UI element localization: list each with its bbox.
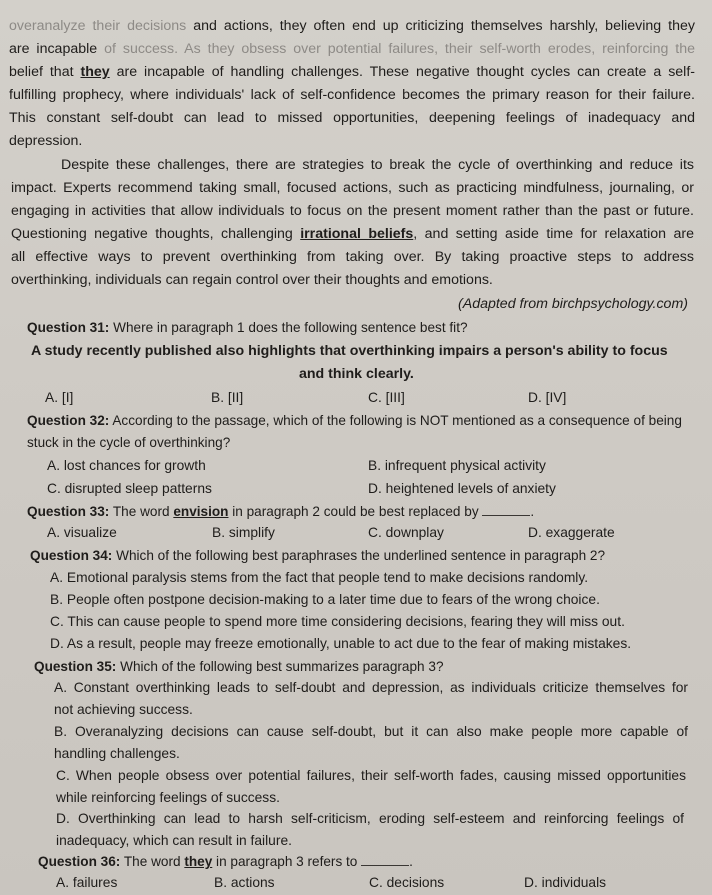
q31-option-a[interactable]: A. [I] xyxy=(45,390,74,405)
answer-blank[interactable] xyxy=(482,503,530,516)
source-citation: (Adapted from birchpsychology.com) xyxy=(458,296,688,312)
q33-option-d[interactable]: D. exaggerate xyxy=(528,525,615,540)
question-32: Question 32: According to the passage, which of the following is NOT mentioned as a consequence of being xyxy=(27,413,682,428)
passage-line: Questioning negative thoughts, challenging irrational beliefs, and setting aside time for relaxation are xyxy=(11,226,694,242)
passage-line: impact. Experts recommend taking small, focused actions, such as practicing mindfulness, journaling, or xyxy=(11,180,694,196)
q34-option-a[interactable]: A. Emotional paralysis stems from the fact that people tend to make decisions randomly. xyxy=(50,570,589,585)
question-33: Question 33: The word envision in paragraph 2 could be best replaced by . xyxy=(27,504,535,519)
q35-option-a-cont[interactable]: not achieving success. xyxy=(54,702,193,717)
q35-option-b-cont[interactable]: handling challenges. xyxy=(54,746,180,761)
q35-option-a[interactable]: A. Constant overthinking leads to self-doubt and depression, as individuals criticize themselves for xyxy=(54,680,688,695)
question-34: Question 34: Which of the following best paraphrases the underlined sentence in paragraph 2? xyxy=(30,548,606,563)
underlined-word-they-q36: they xyxy=(184,854,213,869)
q31-sentence-line2: and think clearly. xyxy=(299,366,414,382)
passage-line: engaging in activities that allow individuals to focus on the present moment rather than the past or future. xyxy=(11,203,694,219)
q36-option-c[interactable]: C. decisions xyxy=(369,875,445,890)
underlined-phrase-irrational-beliefs: irrational beliefs xyxy=(300,226,414,242)
q31-option-b[interactable]: B. [II] xyxy=(211,390,244,405)
passage-line: belief that they are incapable of handling challenges. These negative thought cycles can create a self- xyxy=(9,64,696,80)
passage-line: depression. xyxy=(9,133,83,149)
question-35: Question 35: Which of the following best summarizes paragraph 3? xyxy=(34,659,444,674)
passage-line: This constant self-doubt can lead to missed opportunities, deepening feelings of inadequacy and xyxy=(9,110,695,126)
q31-option-c[interactable]: C. [III] xyxy=(368,390,405,405)
q31-option-d[interactable]: D. [IV] xyxy=(528,390,567,405)
q34-option-c[interactable]: C. This can cause people to spend more time considering decisions, fearing they will miss out. xyxy=(50,614,625,629)
q32-option-a[interactable]: A. lost chances for growth xyxy=(47,458,206,473)
q35-option-d-cont[interactable]: inadequacy, which can result in failure. xyxy=(56,833,292,848)
q36-option-a[interactable]: A. failures xyxy=(56,875,118,890)
passage-line: fulfilling prophecy, where individuals' lack of self-confidence becomes the primary reason for their failure. xyxy=(9,87,695,103)
q33-option-a[interactable]: A. visualize xyxy=(47,525,117,540)
q31-sentence-line1: A study recently published also highlights that overthinking impairs a person's ability to focus xyxy=(31,343,668,359)
q33-option-c[interactable]: C. downplay xyxy=(368,525,444,540)
q33-option-b[interactable]: B. simplify xyxy=(212,525,275,540)
passage-line: Despite these challenges, there are strategies to break the cycle of overthinking and reduce its xyxy=(61,157,694,173)
q35-option-c[interactable]: C. When people obsess over potential failures, their self-worth fades, causing missed opportunities xyxy=(56,768,686,783)
q36-option-b[interactable]: B. actions xyxy=(214,875,275,890)
q36-option-d[interactable]: D. individuals xyxy=(524,875,607,890)
q32-option-b[interactable]: B. infrequent physical activity xyxy=(368,458,546,473)
question-36: Question 36: The word they in paragraph 3 refers to . xyxy=(38,854,413,869)
underlined-word-they: they xyxy=(80,64,110,80)
passage-line: are incapable of success. As they obsess over potential failures, their self-worth erodes, reinforcing the xyxy=(9,41,695,57)
q32-option-c[interactable]: C. disrupted sleep patterns xyxy=(47,481,212,496)
underlined-word-envision: envision xyxy=(173,504,229,519)
answer-blank[interactable] xyxy=(361,853,409,866)
passage-line: all effective ways to prevent overthinking from taking over. By taking proactive steps to address xyxy=(11,249,694,265)
q35-option-d[interactable]: D. Overthinking can lead to harsh self-criticism, eroding self-esteem and reinforcing feelings of xyxy=(56,811,684,826)
q34-option-b[interactable]: B. People often postpone decision-making to a later time due to fears of the wrong choice. xyxy=(50,592,600,607)
passage-line: overthinking, individuals can regain control over their thoughts and emotions. xyxy=(11,272,493,288)
question-32-cont: stuck in the cycle of overthinking? xyxy=(27,435,231,450)
q32-option-d[interactable]: D. heightened levels of anxiety xyxy=(368,481,556,496)
passage-line: overanalyze their decisions and actions, they often end up criticizing themselves harshly, believing they xyxy=(9,18,695,34)
q35-option-b[interactable]: B. Overanalyzing decisions can cause self-doubt, but it can also make people more capable of xyxy=(54,724,688,739)
q35-option-c-cont[interactable]: while reinforcing feelings of success. xyxy=(56,790,280,805)
q34-option-d[interactable]: D. As a result, people may freeze emotionally, unable to act due to the fear of making mistakes. xyxy=(50,636,632,651)
question-31: Question 31: Where in paragraph 1 does the following sentence best fit? xyxy=(27,320,468,335)
